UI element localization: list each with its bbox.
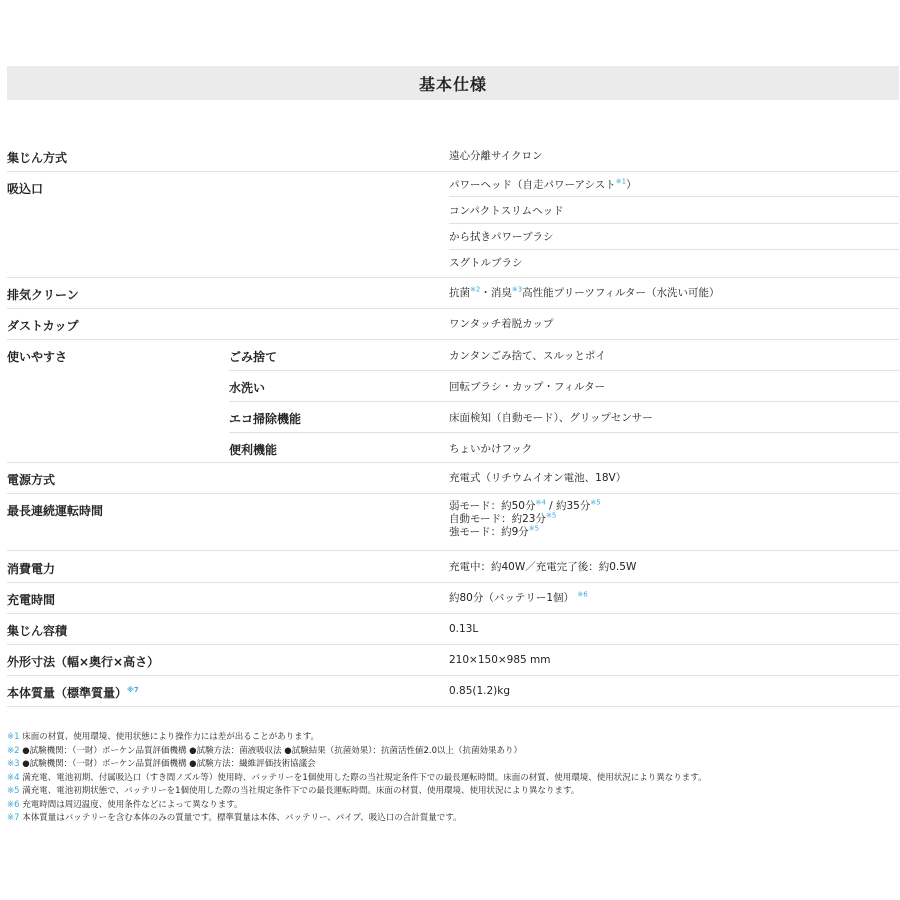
- spec-row-runtime: [7, 494, 899, 551]
- spec-value: 遠心分離サイクロン: [449, 150, 543, 162]
- spec-value: 210×150×985 mm: [449, 654, 551, 666]
- footnote: ※2 ●試験機関：（一財）ボーケン品質評価機構 ●試験方法：菌液吸収法 ●試験結果（抗菌効果）：抗菌活性値2.0以上（抗菌効果あり）: [7, 745, 522, 756]
- spec-row-power-source: [7, 463, 899, 494]
- nozzle-item: コンパクトスリムヘッド: [449, 197, 899, 224]
- spec-label: 吸込口: [7, 182, 44, 196]
- footnote: ※6 充電時間は周辺温度、使用条件などによって異なります。: [7, 799, 243, 810]
- spec-row-dust-capacity: [7, 614, 899, 645]
- spec-value: ワンタッチ着脱カップ: [449, 318, 554, 330]
- usability-subrow: [229, 340, 899, 371]
- spec-row-usability: [7, 340, 899, 463]
- nozzle-item: スグトルブラシ: [449, 257, 523, 269]
- nozzle-item: パワーヘッド（自走パワーアシスト$^{※1}$）: [449, 172, 899, 197]
- spec-label: 電源方式: [7, 473, 56, 487]
- spec-value: 床面検知（自動モード）、グリップセンサー: [449, 412, 653, 424]
- spec-label: 集じん方式: [7, 151, 68, 165]
- spec-table: [7, 141, 899, 707]
- spec-label: 使いやすさ: [7, 350, 68, 364]
- spec-value: カンタンごみ捨て、スルッとポイ: [449, 350, 606, 362]
- spec-sublabel: エコ掃除機能: [229, 412, 302, 426]
- runtime-line: 自動モード：約23分$^{※5}$: [449, 511, 557, 525]
- footnote: ※1 床面の材質、使用環境、使用状態により操作力には差が出ることがあります。: [7, 732, 320, 742]
- nozzle-item: から拭きパワーブラシ: [449, 224, 899, 250]
- spec-sublabel: 水洗い: [229, 381, 266, 395]
- spec-label: 外形寸法（幅×奥行×高さ）: [7, 655, 160, 669]
- spec-row-dust-cup: [7, 309, 899, 340]
- spec-row-exhaust: [7, 278, 899, 309]
- spec-sublabel: ごみ捨て: [229, 350, 278, 364]
- spec-label: 排気クリーン: [7, 288, 79, 302]
- footnote: ※5 満充電、電池初期状態で、バッテリーを1個使用した際の当社規定条件下での最長運転時間。床面の材質、使用環境、使用状況により異なります。: [7, 786, 580, 796]
- section-title: 基本仕様: [418, 74, 487, 94]
- footnote: ※4 満充電、電池初期、付属吸込口（すき間ノズル等）使用時、バッテリーを1個使用した際の当社規定条件下での最長運転時間。床面の材質、使用環境、使用状況により異なります。: [7, 772, 707, 783]
- spec-value: 0.13L: [449, 623, 479, 635]
- spec-sublabel: 便利機能: [229, 443, 278, 457]
- spec-row-weight: [7, 676, 899, 707]
- spec-label: 充電時間: [7, 593, 56, 607]
- section-title-bar: [7, 66, 899, 100]
- spec-row-dimensions: [7, 645, 899, 676]
- spec-row-charge-time: [7, 583, 899, 614]
- usability-subrow: [229, 371, 899, 402]
- spec-value: 約80分（バッテリー1個） $^{※6}$: [449, 590, 588, 604]
- spec-label: 最長連続運転時間: [7, 504, 104, 518]
- spec-value: 抗菌$^{※2}$・消臭$^{※3}$高性能プリーツフィルター（水洗い可能）: [449, 285, 720, 299]
- spec-label: ダストカップ: [7, 319, 79, 333]
- spec-value: ちょいかけフック: [449, 443, 533, 455]
- usability-subrow: [229, 433, 899, 462]
- runtime-line: 弱モード：約50分$^{※4}$ / 約35分$^{※5}$: [449, 498, 601, 512]
- spec-row-dust-collection: [7, 141, 899, 172]
- runtime-line: 強モード：約9分$^{※5}$: [449, 524, 540, 538]
- spec-label: 本体質量（標準質量）$^{※7}$: [7, 686, 139, 700]
- spec-value: 0.85(1.2)kg: [449, 685, 511, 697]
- usability-subrow: [229, 402, 899, 433]
- footnotes: [7, 731, 899, 826]
- spec-label: 消費電力: [7, 562, 56, 576]
- footnote: ※3 ●試験機関：（一財）ボーケン品質評価機構 ●試験方法：繊維評価技術協議会: [7, 759, 316, 769]
- spec-value: 充電式（リチウムイオン電池、18V）: [449, 472, 627, 484]
- spec-row-nozzle: [7, 172, 899, 278]
- spec-value: 充電中：約40W／充電完了後：約0.5W: [449, 561, 637, 573]
- spec-row-power-consumption: [7, 551, 899, 583]
- spec-value: 回転ブラシ・カップ・フィルター: [449, 381, 606, 393]
- spec-label: 集じん容積: [7, 624, 68, 638]
- footnote: ※7 本体質量はバッテリーを含む本体のみの質量です。標準質量は本体、バッテリー、パイプ、吸込口の合計質量です。: [7, 813, 462, 823]
